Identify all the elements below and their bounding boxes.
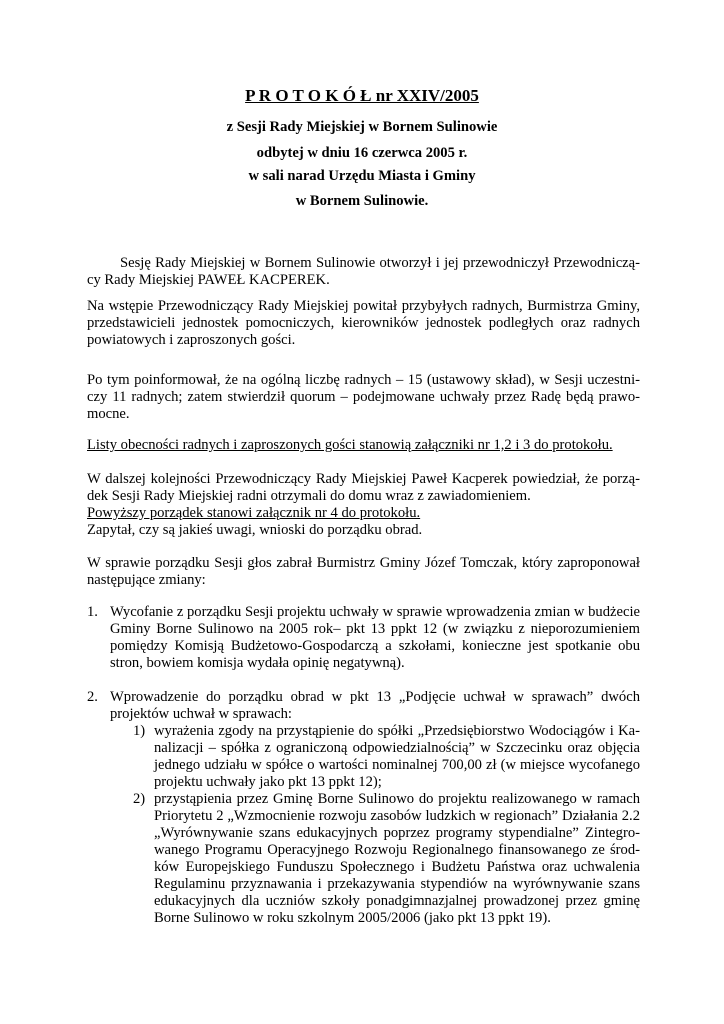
paragraph-mayor-proposal: W sprawie porządku Sesji głos zabrał Burmistrz Gminy Józef Tomczak, który zaproponował następujące zmiany:: [87, 555, 640, 588]
paragraph-greeting: Na wstępie Przewodniczący Rady Miejskiej powitał przybyłych radnych, Burmistrza Gminy, przedstawicieli jednostek pomocniczych, kierowników jednostek podległych oraz radnych powiatowych i zaproszonych gości.: [87, 298, 640, 348]
paragraph-quorum: Po tym poinformował, że na ogólną liczbę radnych – 15 (ustawowy skład), w Sesji uczestniczy 11 radnych; zatem stwierdził quorum – podejmowane uchwały przez Radę będą prawomocne.: [87, 372, 640, 422]
subtitle-line-2: odbytej w dniu 16 czerwca 2005 r.: [256, 145, 468, 161]
agenda-attachment-note: Powyższy porządek stanowi załącznik nr 4 do protokołu.: [87, 505, 421, 521]
agenda-question: Zapytał, czy są jakieś uwagi, wnioski do porządku obrad.: [87, 522, 423, 538]
sublist-item-1: wyrażenia zgody na przystąpienie do spółki „Przedsiębiorstwo Wodociągów i Kanalizacji – spółka z ograniczoną odpowiedzialnością” w Szczecinku oraz objęcia jednego udziału w spółce o wartości nominalnej 700,00 zł (w miejsce wycofanego projektu uchwały jako pkt 13 ppkt 12);: [154, 723, 640, 790]
sublist-number-2: 2): [133, 791, 146, 807]
paragraph-attendance-note: Listy obecności radnych i zaproszonych gości stanowią załączniki nr 1,2 i 3 do protokołu.: [87, 437, 613, 453]
document-title: P R O T O K Ó Ł nr XXIV/2005: [245, 86, 479, 105]
sublist-item-2: przystąpienia przez Gminę Borne Sulinowo do projektu realizowanego w ramach Priorytetu 2 „Wzmocnienie rozwoju zasobów ludzkich w regionach” Działania 2.2 „Wyrównywanie szans edukacyjnych poprzez programy stypendialne” Zintegrowanego Programu Operacyjnego Rozwoju Regionalnego finansowanego ze środków Europejskiego Funduszu Społecznego i Budżetu Państwa oraz uchwalenia Regulaminu przyznawania i przekazywania stypendiów na wyrównywanie szans edukacyjnych dla uczniów szkoły ponadgimnazjalnej prowadzonej przez gminę Borne Sulinowo w roku szkolnym 2005/2006 (jako pkt 13 ppkt 19).: [154, 791, 640, 926]
list-number-2: 2.: [87, 689, 98, 705]
paragraph-opening: Sesję Rady Miejskiej w Bornem Sulinowie otworzył i jej przewodniczył Przewodniczący Rady Miejskiej PAWEŁ KACPEREK.: [87, 255, 640, 288]
sublist-number-1: 1): [133, 723, 146, 739]
agenda-text: W dalszej kolejności Przewodniczący Rady Miejskiej Paweł Kacperek powiedział, że porządek Sesji Rady Miejskiej radni otrzymali do domu wraz z zawiadomieniem.: [87, 471, 640, 504]
paragraph-agenda: [87, 471, 640, 539]
subtitle-line-1: z Sesji Rady Miejskiej w Bornem Sulinowie: [226, 119, 498, 135]
subtitle-line-4: w Bornem Sulinowie.: [295, 193, 429, 209]
subtitle-line-3: w sali narad Urzędu Miasta i Gminy: [248, 168, 476, 184]
list-item-2: Wprowadzenie do porządku obrad w pkt 13 „Podjęcie uchwał w sprawach” dwóch projektów uchwał w sprawach:: [110, 689, 640, 722]
list-item-1: Wycofanie z porządku Sesji projektu uchwały w sprawie wprowadzenia zmian w budżecie Gminy Borne Sulinowo na 2005 rok– pkt 13 ppkt 12 (w związku z nieporozumieniem pomiędzy Komisją Budżetowo-Gospodarczą a szkołami, konieczne jest spotkanie obu stron, bowiem komisja wydała opinię negatywną).: [110, 604, 640, 671]
list-number-1: 1.: [87, 604, 98, 620]
